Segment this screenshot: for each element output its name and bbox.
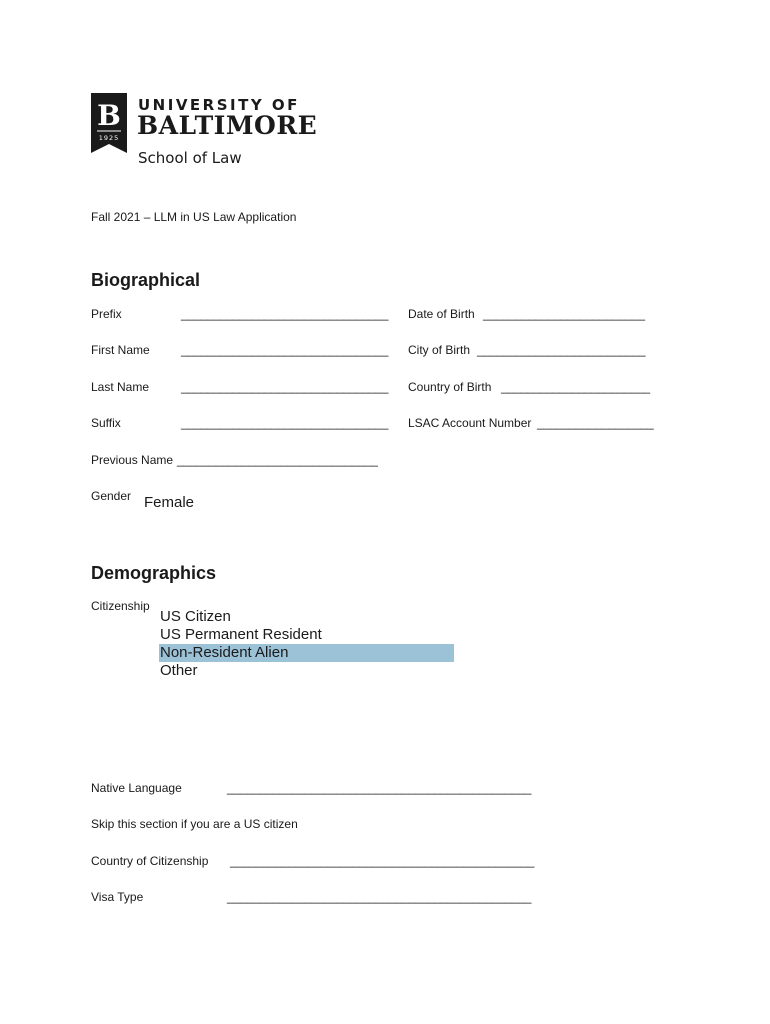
visa-type-label: Visa Type (91, 890, 144, 904)
citizenship-option[interactable]: Other (160, 662, 198, 679)
city-of-birth-field[interactable]: __________________________ (477, 343, 646, 357)
gender-value-field[interactable]: Female (144, 494, 195, 511)
citizenship-option-selected[interactable]: Non-Resident Alien (159, 644, 454, 662)
last-name-field[interactable]: ________________________________ (181, 380, 389, 394)
last-name-label: Last Name (91, 380, 150, 394)
suffix-label: Suffix (91, 416, 121, 430)
document-title: Fall 2021 – LLM in US Law Application (91, 210, 297, 224)
logo-baltimore: BALTIMORE (137, 111, 318, 140)
citizenship-label: Citizenship (91, 599, 150, 613)
citizenship-listbox[interactable] (159, 608, 454, 680)
previous-name-field[interactable]: _______________________________ (177, 453, 378, 467)
demographics-heading: Demographics (91, 563, 217, 583)
logo-letter: B (97, 99, 121, 132)
country-of-birth-field[interactable]: _______________________ (501, 380, 650, 394)
gender-label: Gender (91, 489, 132, 503)
native-language-label: Native Language (91, 781, 182, 795)
country-of-citizenship-label: Country of Citizenship (91, 854, 209, 868)
citizenship-option[interactable]: US Permanent Resident (160, 626, 322, 643)
university-shield-logo-icon (91, 93, 127, 153)
date-of-birth-field[interactable]: _________________________ (483, 307, 645, 321)
first-name-label: First Name (91, 343, 150, 357)
logo-year: 1925 (98, 134, 120, 142)
prefix-label: Prefix (91, 307, 122, 321)
biographical-heading: Biographical (91, 270, 201, 290)
skip-section-note: Skip this section if you are a US citizen (91, 817, 298, 831)
lsac-account-number-field[interactable]: __________________ (537, 416, 654, 430)
first-name-field[interactable]: ________________________________ (181, 343, 389, 357)
prefix-field[interactable]: ________________________________ (181, 307, 389, 321)
logo-university-of: UNIVERSITY OF (138, 96, 300, 114)
city-of-birth-label: City of Birth (408, 343, 471, 357)
logo-school-of-law: School of Law (138, 149, 242, 167)
country-of-citizenship-field[interactable]: _______________________________________________ (230, 854, 535, 868)
lsac-account-number-label: LSAC Account Number (408, 416, 532, 430)
visa-type-field[interactable]: _______________________________________________ (227, 890, 532, 904)
native-language-field[interactable]: _______________________________________________ (227, 781, 532, 795)
citizenship-option[interactable]: US Citizen (160, 608, 231, 625)
previous-name-label: Previous Name (91, 453, 174, 467)
country-of-birth-label: Country of Birth (408, 380, 492, 394)
date-of-birth-label: Date of Birth (408, 307, 475, 321)
suffix-field[interactable]: ________________________________ (181, 416, 389, 430)
